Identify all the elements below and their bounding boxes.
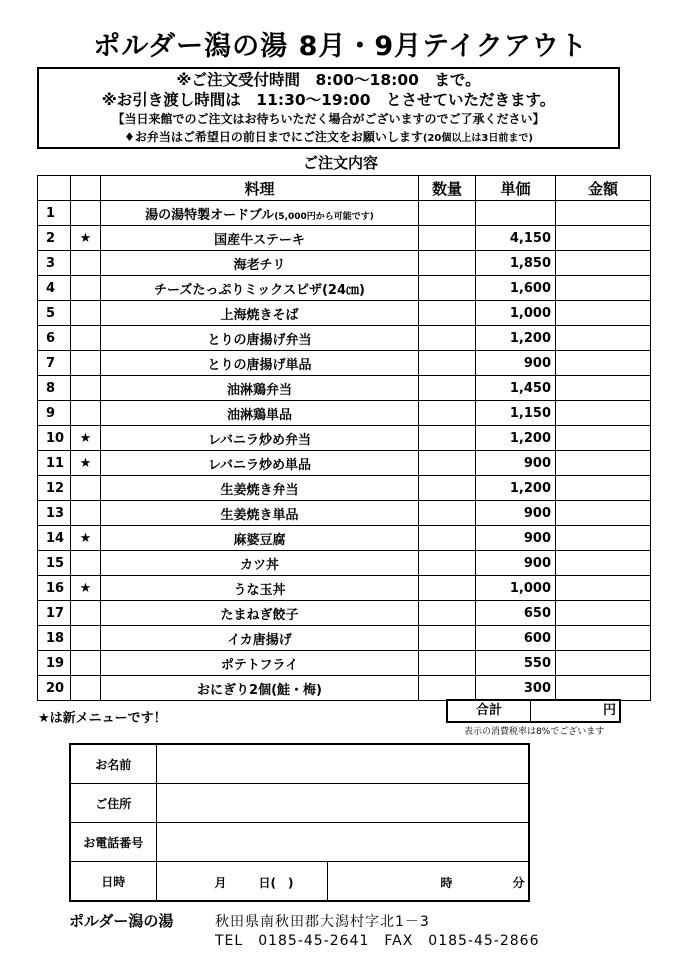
qty-cell[interactable] bbox=[419, 276, 476, 301]
item-no: 12 bbox=[38, 476, 71, 501]
bento-notice-small: (20個以上は3日前まで) bbox=[422, 133, 533, 144]
header-name: 料理 bbox=[101, 176, 419, 201]
total-box bbox=[446, 699, 621, 723]
header-price: 単価 bbox=[476, 176, 556, 201]
item-name-text: 麻婆豆腐 bbox=[233, 532, 286, 548]
item-no: 10 bbox=[38, 426, 71, 451]
address-field[interactable] bbox=[156, 784, 529, 823]
header-amount: 金額 bbox=[556, 176, 651, 201]
table-row bbox=[38, 251, 651, 276]
form-row-phone bbox=[70, 823, 529, 862]
item-name-text: カツ丼 bbox=[239, 557, 279, 573]
unit-price: 900 bbox=[476, 551, 556, 576]
shop-name: ポルダー潟の湯 bbox=[69, 912, 174, 930]
item-name bbox=[101, 326, 419, 351]
phone-field[interactable] bbox=[156, 823, 529, 862]
qty-cell[interactable] bbox=[419, 376, 476, 401]
qty-cell[interactable] bbox=[419, 501, 476, 526]
new-star bbox=[71, 501, 101, 526]
amount-cell[interactable] bbox=[556, 551, 651, 576]
shop-phone: TEL 0185-45-2641 FAX 0185-45-2866 bbox=[215, 933, 540, 949]
new-star: ★ bbox=[71, 526, 101, 551]
item-name bbox=[101, 501, 419, 526]
amount-cell[interactable] bbox=[556, 226, 651, 251]
table-row bbox=[38, 351, 651, 376]
item-name bbox=[101, 476, 419, 501]
amount-cell[interactable] bbox=[556, 501, 651, 526]
new-star: ★ bbox=[71, 226, 101, 251]
amount-cell[interactable] bbox=[556, 651, 651, 676]
item-name bbox=[101, 626, 419, 651]
table-header-row bbox=[38, 176, 651, 201]
item-name-text: 海老チリ bbox=[233, 257, 286, 273]
item-name bbox=[101, 426, 419, 451]
item-no: 14 bbox=[38, 526, 71, 551]
table-row bbox=[38, 576, 651, 601]
qty-cell[interactable] bbox=[419, 551, 476, 576]
item-no: 4 bbox=[38, 276, 71, 301]
qty-cell[interactable] bbox=[419, 351, 476, 376]
form-row-address bbox=[70, 784, 529, 823]
same-day-notice: 【当日来館でのご注文はお待ちいただく場合がございますのでご了承ください】 bbox=[112, 112, 545, 126]
form-row-datetime bbox=[70, 862, 529, 902]
section-title: ご注文内容 bbox=[302, 154, 378, 172]
item-name bbox=[101, 401, 419, 426]
qty-cell[interactable] bbox=[419, 576, 476, 601]
qty-cell[interactable] bbox=[419, 226, 476, 251]
total-unit[interactable]: 円 bbox=[602, 703, 616, 718]
item-name-text: とりの唐揚げ単品 bbox=[207, 357, 312, 373]
amount-cell[interactable] bbox=[556, 601, 651, 626]
amount-cell[interactable] bbox=[556, 476, 651, 501]
item-name bbox=[101, 651, 419, 676]
unit-price: 4,150 bbox=[476, 226, 556, 251]
unit-price: 1,200 bbox=[476, 426, 556, 451]
item-no: 16 bbox=[38, 576, 71, 601]
item-name-text: レバニラ炒め弁当 bbox=[207, 432, 312, 448]
amount-cell[interactable] bbox=[556, 426, 651, 451]
item-name bbox=[101, 276, 419, 301]
amount-cell[interactable] bbox=[556, 326, 651, 351]
item-name-text: ポテトフライ bbox=[220, 657, 299, 673]
qty-cell[interactable] bbox=[419, 251, 476, 276]
new-star: ★ bbox=[71, 576, 101, 601]
new-star: ★ bbox=[71, 426, 101, 451]
item-name-text: レバニラ炒め単品 bbox=[207, 457, 312, 473]
amount-cell[interactable] bbox=[556, 276, 651, 301]
amount-cell[interactable] bbox=[556, 401, 651, 426]
phone-label: お電話番号 bbox=[70, 823, 156, 862]
item-name-text: イカ唐揚げ bbox=[227, 632, 292, 648]
bento-notice-text: ♦お弁当はご希望日の前日までにご注文をお願いします bbox=[124, 130, 423, 144]
item-name-text: とりの唐揚げ弁当 bbox=[207, 332, 312, 348]
item-note: (5,000円から可能です) bbox=[274, 211, 374, 222]
unit-price: 1,600 bbox=[476, 276, 556, 301]
new-star bbox=[71, 676, 101, 701]
item-no: 19 bbox=[38, 651, 71, 676]
table-row bbox=[38, 551, 651, 576]
item-name bbox=[101, 251, 419, 276]
header-no bbox=[38, 176, 71, 201]
month-label: 月 bbox=[214, 876, 227, 890]
item-name bbox=[101, 526, 419, 551]
table-row bbox=[38, 276, 651, 301]
order-table bbox=[37, 175, 651, 701]
item-name bbox=[101, 601, 419, 626]
amount-cell[interactable] bbox=[556, 626, 651, 651]
date-field[interactable] bbox=[156, 862, 327, 902]
unit-price: 650 bbox=[476, 601, 556, 626]
amount-cell[interactable] bbox=[556, 526, 651, 551]
new-star bbox=[71, 351, 101, 376]
amount-cell[interactable] bbox=[556, 676, 651, 701]
item-no: 5 bbox=[38, 301, 71, 326]
item-no: 18 bbox=[38, 626, 71, 651]
item-name-text: 生姜焼き単品 bbox=[220, 507, 299, 523]
order-hours-text: ※ご注文受付時間 8:00～18:00 まで。 bbox=[176, 71, 481, 89]
item-no: 11 bbox=[38, 451, 71, 476]
unit-price: 900 bbox=[476, 526, 556, 551]
item-name bbox=[101, 376, 419, 401]
qty-cell[interactable] bbox=[419, 401, 476, 426]
table-row bbox=[38, 626, 651, 651]
new-star bbox=[71, 276, 101, 301]
address-label: ご住所 bbox=[70, 784, 156, 823]
amount-cell[interactable] bbox=[556, 301, 651, 326]
customer-form bbox=[69, 743, 530, 902]
item-no: 8 bbox=[38, 376, 71, 401]
item-name-text: たまねぎ餃子 bbox=[220, 607, 299, 623]
new-star: ★ bbox=[71, 451, 101, 476]
item-no: 13 bbox=[38, 501, 71, 526]
table-row bbox=[38, 226, 651, 251]
qty-cell[interactable] bbox=[419, 526, 476, 551]
item-name bbox=[101, 226, 419, 251]
qty-cell[interactable] bbox=[419, 451, 476, 476]
item-name-text: 油淋鶏弁当 bbox=[226, 382, 292, 398]
item-no: 15 bbox=[38, 551, 71, 576]
item-name bbox=[101, 201, 419, 226]
item-name-text: 生姜焼き弁当 bbox=[220, 482, 299, 498]
total-label: 合計 bbox=[448, 701, 531, 721]
qty-cell[interactable] bbox=[419, 601, 476, 626]
bento-notice bbox=[39, 128, 618, 148]
form-row-name bbox=[70, 744, 529, 784]
unit-price: 600 bbox=[476, 626, 556, 651]
table-row bbox=[38, 401, 651, 426]
item-name bbox=[101, 301, 419, 326]
hour-label: 時 bbox=[440, 876, 453, 890]
qty-cell[interactable] bbox=[419, 301, 476, 326]
table-row bbox=[38, 301, 651, 326]
new-star bbox=[71, 376, 101, 401]
new-star bbox=[71, 626, 101, 651]
qty-cell[interactable] bbox=[419, 426, 476, 451]
shop-address: 秋田県南秋田郡大潟村字北1－3 bbox=[215, 914, 430, 930]
item-no: 3 bbox=[38, 251, 71, 276]
amount-cell[interactable] bbox=[556, 201, 651, 226]
qty-cell[interactable] bbox=[419, 626, 476, 651]
item-no: 1 bbox=[38, 201, 71, 226]
table-row bbox=[38, 451, 651, 476]
name-field[interactable] bbox=[156, 744, 529, 784]
name-label: お名前 bbox=[70, 744, 156, 784]
table-row bbox=[38, 601, 651, 626]
item-no: 2 bbox=[38, 226, 71, 251]
unit-price: 1,000 bbox=[476, 301, 556, 326]
table-row bbox=[38, 326, 651, 351]
new-star bbox=[71, 476, 101, 501]
item-name bbox=[101, 551, 419, 576]
header-star bbox=[71, 176, 101, 201]
item-no: 20 bbox=[38, 676, 71, 701]
unit-price: 900 bbox=[476, 501, 556, 526]
tax-note: 表示の消費税率は8%でございます bbox=[464, 727, 605, 737]
item-no: 6 bbox=[38, 326, 71, 351]
table-row bbox=[38, 426, 651, 451]
item-name-text: 国産牛ステーキ bbox=[214, 232, 305, 248]
pickup-hours-text: ※お引き渡し時間は 11:30～19:00 とさせていただきます。 bbox=[101, 91, 556, 109]
unit-price: 1,850 bbox=[476, 251, 556, 276]
item-name bbox=[101, 676, 419, 701]
qty-cell[interactable] bbox=[419, 476, 476, 501]
unit-price: 550 bbox=[476, 651, 556, 676]
item-name-text: 油淋鶏単品 bbox=[226, 407, 292, 423]
item-name-text: 湯の湯特製オードブル bbox=[145, 207, 275, 223]
item-name-text: おにぎり2個(鮭・梅) bbox=[197, 682, 322, 698]
unit-price: 1,450 bbox=[476, 376, 556, 401]
item-no: 7 bbox=[38, 351, 71, 376]
order-table-body bbox=[38, 201, 651, 701]
amount-cell[interactable] bbox=[556, 376, 651, 401]
unit-price: 1,000 bbox=[476, 576, 556, 601]
unit-price bbox=[476, 201, 556, 226]
unit-price: 900 bbox=[476, 451, 556, 476]
new-menu-note: ★は新メニューです！ bbox=[38, 711, 167, 726]
item-name-text: うな玉丼 bbox=[233, 582, 286, 598]
table-row bbox=[38, 676, 651, 701]
item-name-text: チーズたっぷりミックスピザ(24㎝) bbox=[154, 282, 365, 298]
amount-cell[interactable] bbox=[556, 576, 651, 601]
qty-cell[interactable] bbox=[419, 201, 476, 226]
new-star bbox=[71, 401, 101, 426]
new-star bbox=[71, 301, 101, 326]
table-row bbox=[38, 376, 651, 401]
time-field[interactable] bbox=[327, 862, 529, 902]
item-name bbox=[101, 451, 419, 476]
table-row bbox=[38, 501, 651, 526]
amount-cell[interactable] bbox=[556, 251, 651, 276]
amount-cell[interactable] bbox=[556, 451, 651, 476]
new-star bbox=[71, 326, 101, 351]
new-star bbox=[71, 601, 101, 626]
item-no: 17 bbox=[38, 601, 71, 626]
unit-price: 300 bbox=[476, 676, 556, 701]
new-star bbox=[71, 201, 101, 226]
unit-price: 1,200 bbox=[476, 476, 556, 501]
unit-price: 900 bbox=[476, 351, 556, 376]
table-row bbox=[38, 651, 651, 676]
new-star bbox=[71, 551, 101, 576]
unit-price: 1,200 bbox=[476, 326, 556, 351]
qty-cell[interactable] bbox=[419, 676, 476, 701]
unit-price: 1,150 bbox=[476, 401, 556, 426]
table-row bbox=[38, 476, 651, 501]
new-star bbox=[71, 251, 101, 276]
minute-label: 分 bbox=[512, 876, 525, 890]
day-label: 日( ) bbox=[258, 876, 294, 890]
qty-cell[interactable] bbox=[419, 651, 476, 676]
amount-cell[interactable] bbox=[556, 351, 651, 376]
item-no: 9 bbox=[38, 401, 71, 426]
datetime-label: 日時 bbox=[70, 862, 156, 902]
item-name bbox=[101, 576, 419, 601]
table-row bbox=[38, 526, 651, 551]
item-name-text: 上海焼きそば bbox=[220, 307, 299, 323]
item-name bbox=[101, 351, 419, 376]
header-qty: 数量 bbox=[419, 176, 476, 201]
new-star bbox=[71, 651, 101, 676]
qty-cell[interactable] bbox=[419, 326, 476, 351]
table-row bbox=[38, 201, 651, 226]
notice-box bbox=[37, 67, 620, 149]
page-title: ポルダー潟の湯 8月・9月テイクアウト bbox=[93, 31, 588, 62]
